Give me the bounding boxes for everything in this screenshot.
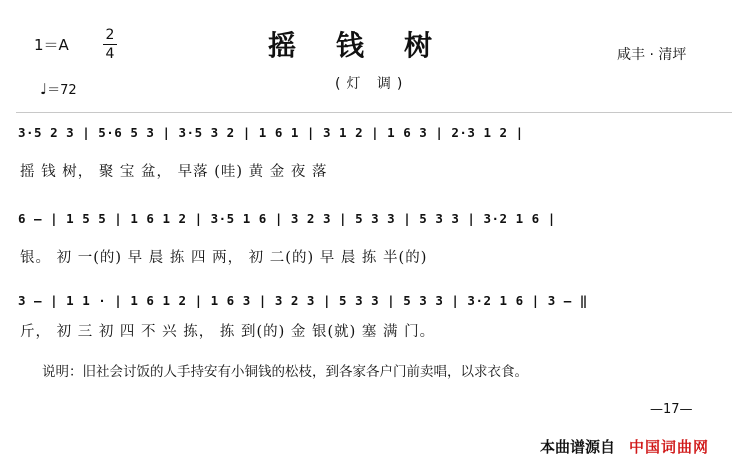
source-credit [540, 436, 709, 457]
page-number: —17— [650, 402, 693, 417]
time-signature [103, 28, 117, 61]
key-signature: 1＝A [34, 36, 69, 54]
quarter-note-icon: ♩ [40, 80, 48, 98]
staff-divider [16, 112, 732, 113]
song-title: 摇钱树 [268, 29, 473, 62]
song-origin: 咸丰 · 清坪 [617, 47, 687, 63]
notation-line-2: 6 — | 1 5 5 | 1 6 1 2 | 3·5 1 6 | 3 2 3 | 5 3 3 | 5 3 3 | 3·2 1 6 | [18, 211, 556, 226]
source-site-link[interactable]: 中国词曲网 [629, 438, 710, 456]
time-signature-top: 2 [105, 27, 115, 43]
lyrics-line-2: 银。 初 一(的) 早 晨 拣 四 两， 初 二(的) 早 晨 拣 半(的) [20, 250, 428, 266]
source-prefix: 本曲谱源自 [540, 438, 616, 456]
notation-line-1: 3·5 2 3 | 5·6 5 3 | 3·5 3 2 | 1 6 1 | 3 1 2 | 1 6 3 | 2·3 1 2 | [18, 125, 524, 140]
song-subtitle: (灯 调) [335, 76, 409, 92]
lyrics-line-1: 摇 钱 树， 聚 宝 盆， 早落 (哇) 黄 金 夜 落 [20, 164, 328, 180]
tempo-marking [40, 79, 77, 98]
time-signature-bar [103, 44, 117, 45]
notation-line-3: 3 — | 1 1 · | 1 6 1 2 | 1 6 3 | 3 2 3 | 5 3 3 | 5 3 3 | 3·2 1 6 | 3 — ‖ [18, 293, 588, 308]
explanatory-note: 说明：旧社会讨饭的人手持安有小铜钱的松枝，到各家各户门前卖唱，以求衣食。 [42, 364, 528, 380]
time-signature-bottom: 4 [105, 46, 115, 62]
tempo-value: ＝72 [47, 83, 77, 98]
lyrics-line-3: 斤， 初 三 初 四 不 兴 拣， 拣 到(的) 金 银(就) 塞 满 门。 [20, 324, 436, 340]
